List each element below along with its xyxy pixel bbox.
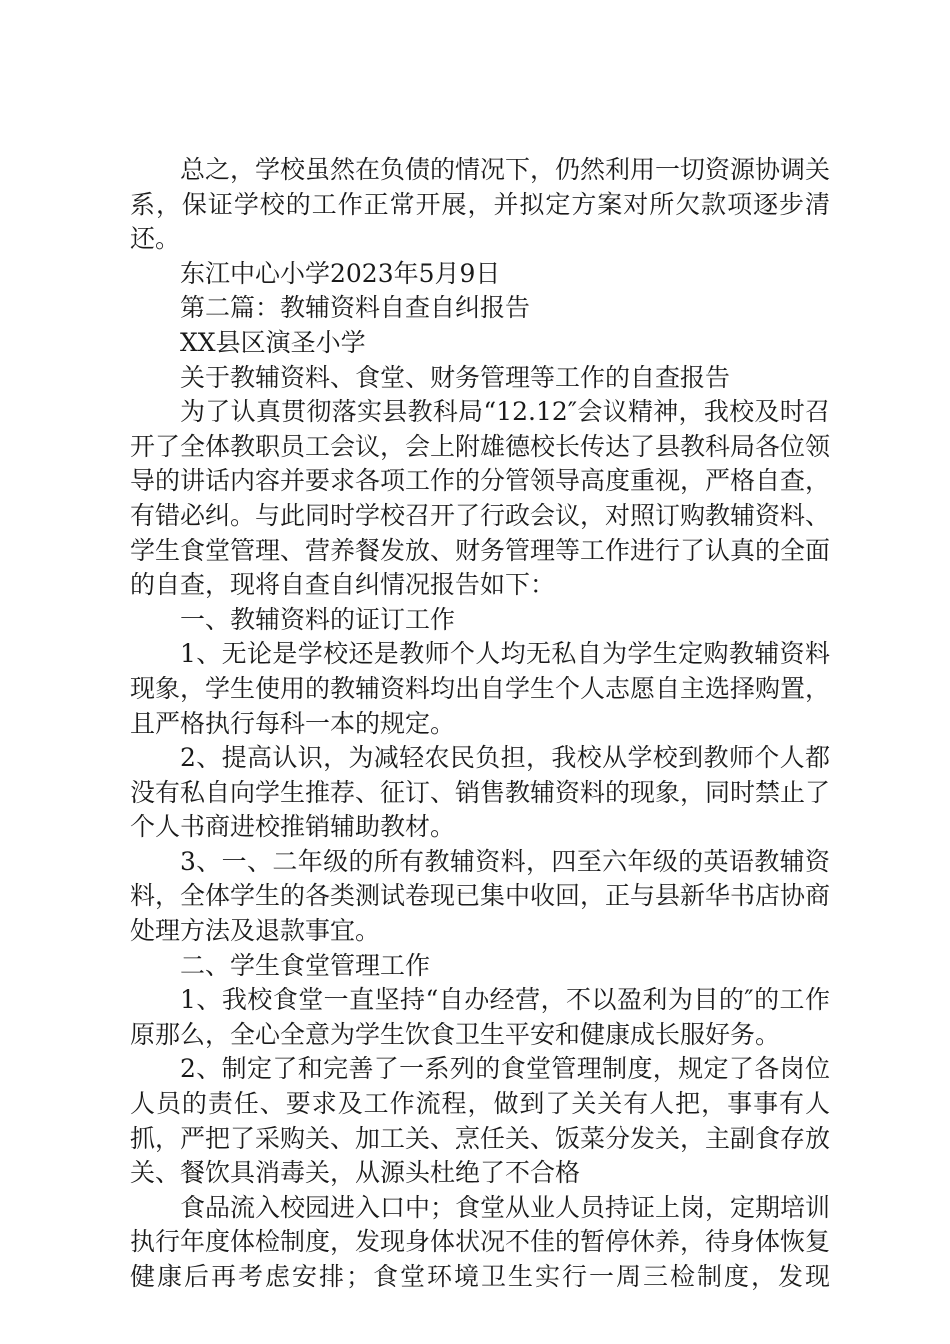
document-page [130, 153, 830, 1295]
paragraph-section-1-item-1: 1、无论是学校还是教师个人均无私自为学生定购教辅资料现象，学生使用的教辅资料均出自学生个人志愿自主选择购置，且严格执行每科一本的规定。 [130, 639, 831, 738]
paragraph-section-2-item-2-continued: 食品流入校园进入口中；食堂从业人员持证上岗，定期培训执行年度体检制度，发现身体状况不佳的暂停休养，待身体恢复健康后再考虑安排；食堂环境卫生实行一周三检制度，发现 [130, 1192, 831, 1291]
paragraph-school-name: XX县区演圣小学 [180, 327, 366, 357]
paragraph-section-2-item-1: 1、我校食堂一直坚持“自办经营，不以盈利为目的″的工作原那么，全心全意为学生饮食卫生平安和健康成长服好务。 [130, 985, 830, 1049]
paragraph-section-2-heading: 二、学生食堂管理工作 [180, 950, 431, 980]
paragraph-chapter-title: 第二篇：教辅资料自查自纠报告 [180, 293, 531, 323]
paragraph-report-title: 关于教辅资料、食堂、财务管理等工作的自查报告 [180, 362, 731, 392]
paragraph-section-1-item-2: 2、提高认识，为减轻农民负担，我校从学校到教师个人都没有私自向学生推荐、征订、销售教辅资料的现象，同时禁止了个人书商进校推销辅助教材。 [130, 743, 831, 842]
paragraph-section-2-item-2: 2、制定了和完善了一系列的食堂管理制度，规定了各岗位人员的责任、要求及工作流程，做到了关关有人把，事事有人抓，严把了采购关、加工关、烹任关、饭菜分发关，主副食存放关、餐饮具消毒关，从源头杜绝了不合格 [130, 1054, 831, 1188]
paragraph-conclusion: 总之，学校虽然在负债的情况下，仍然利用一切资源协调关系，保证学校的工作正常开展，并拟定方案对所欠款项逐步清还。 [130, 155, 831, 254]
paragraph-section-1-heading: 一、教辅资料的证订工作 [180, 604, 456, 634]
paragraph-intro: 为了认真贯彻落实县教科局“12.12″会议精神，我校及时召开了全体教职员工会议，会上附雄德校长传达了县教科局各位领导的讲话内容并要求各项工作的分管领导高度重视，严格自查，有错必纠。与此同时学校召开了行政会议，对照订购教辅资料、学生食堂管理、营养餐发放、财务管理等工作进行了认真的全面的自查，现将自查自纠情况报告如下： [130, 397, 831, 600]
paragraph-section-1-item-3: 3、一、二年级的所有教辅资料，四至六年级的英语教辅资料，全体学生的各类测试卷现已集中收回，正与县新华书店协商处理方法及退款事宜。 [130, 846, 831, 946]
paragraph-signature-date: 东江中心小学2023年5月9日 [180, 258, 501, 288]
